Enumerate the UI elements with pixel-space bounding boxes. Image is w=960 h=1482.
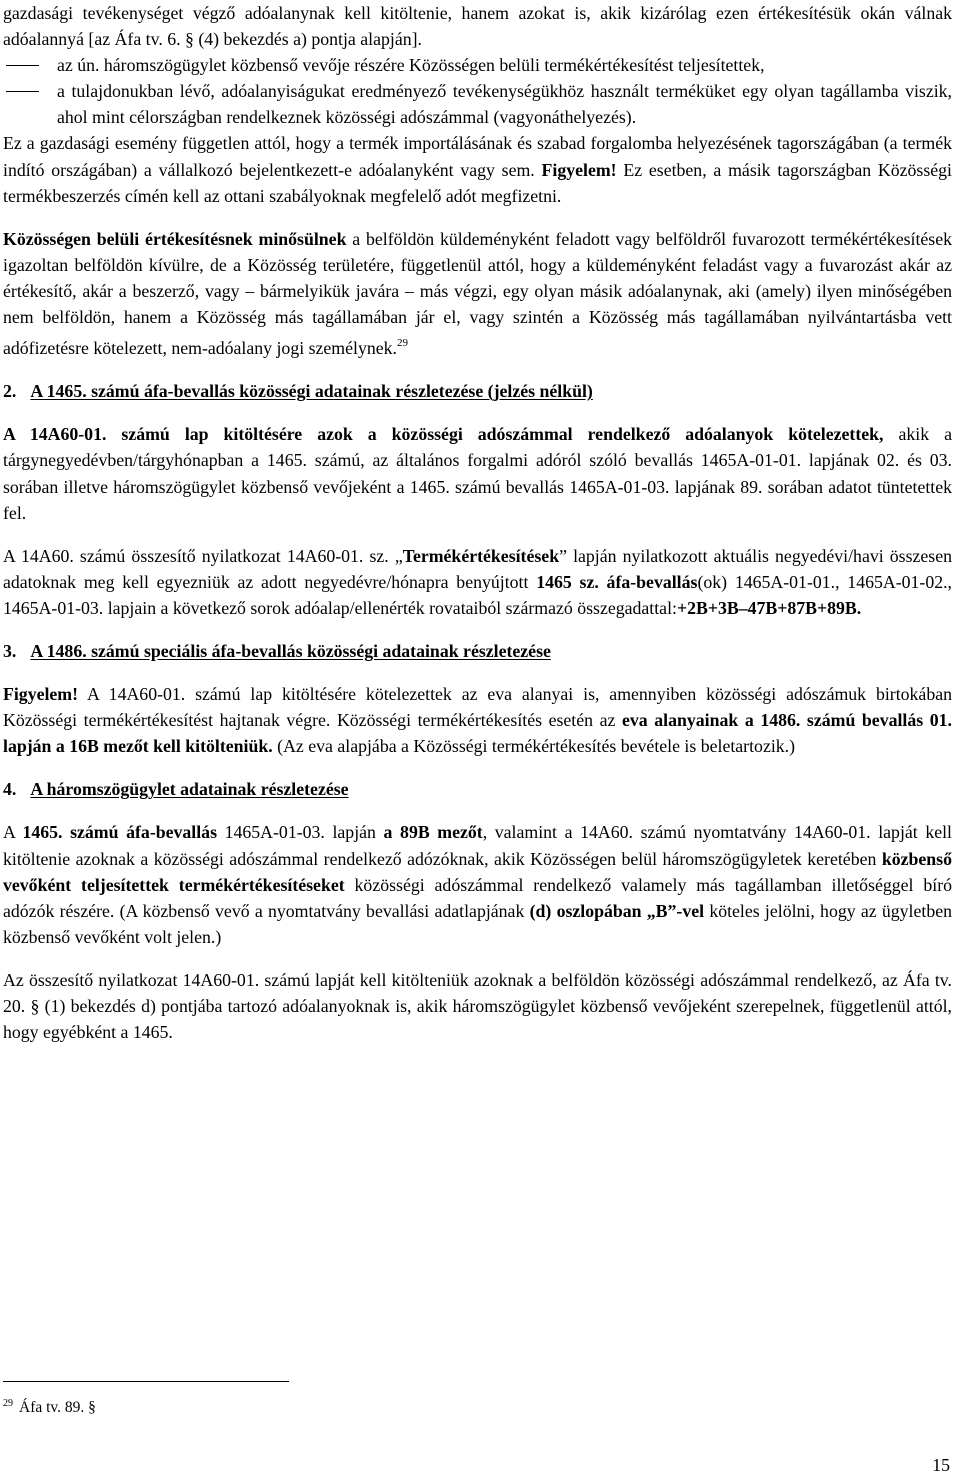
spacer [3,621,952,638]
dash-item-continuation [3,130,952,208]
spacer [3,802,952,819]
text: akik a tárgynegyedévben/tárgyhónapban a 1465. számú, az általános forgalmi adóról szóló bevallás 1465A-01-01. lapjának 02. és 03. sorában illetve háromszögügylet közbenső vevőjeként a 1465. számú bevallás 1465A-01-03. lapjának 89. sorában adatot tüntetettek fel. [3,424,952,523]
page-number: 15 [932,1455,950,1475]
text: Ez a gazdasági esemény független attól, hogy a termék importálásának és szabad forgalomba helyezésének tagországában (a termék indító országában) a vállalkozó bejelentkezett-e adóalanyként vagy sem. [3,133,952,180]
section-2-heading [3,378,952,404]
bold-text: közbenső vevőként teljesítettek termékértékesítéseket [3,848,952,895]
spacer [3,950,952,967]
text: Ez esetben, a másik tagországban Közösségi termékbeszerzés címén kell az ottani szabályoknak megfelelő adót megfizetni. [3,159,952,206]
section-2-paragraph-1 [3,421,952,525]
section-4-heading [3,776,952,802]
bold-text: Figyelem! [3,684,79,705]
footnote-ref: 29 [396,337,408,350]
text: , valamint a 14A60. számú nyomtatvány 14A60-01. lapját kell kitöltenie azoknak a közösségi adószámmal rendelkező adózóknak, akik Közösségen belül háromszögügyletek keretében [3,822,952,869]
section-3-paragraph [3,681,952,759]
dash-item-text: a tulajdonukban lévő, adóalanyiságukat eredményező tevékenységükhöz használt terméküket egy olyan tagállamba viszik, ahol mint célországban rendelkeznek közösségi adószámmal (vagyonáthelyezés). [57,81,952,128]
section-number: 4. [3,779,17,800]
text: (ok) 1465A-01-01., 1465A-01-02., 1465A-01-03. lapjain a következő sorok adóalap/ellenérték rovataiból származó összegadattal: [3,571,953,618]
text: A [3,822,23,843]
footnote [3,1394,96,1418]
para-text: a belföldön küldeményként feladott vagy belföldről fuvarozott termékértékesítések igazoltan belföldön kívülre, de a Közösség területére, függetlenül attól, hogy a küldeményként feladást vagy a fuvarozást akár az értékesítő, akár a beszerző, vagy – bármelyikük javára – más végzi, egy olyan másik adóalanynak, aki (amely) ilyen minőségében nem belföldön, hanem a Közösség más tagállamában jár el, vagy szintén a Közösség más tagállamában nyilvántartásba vett adófizetésre kötelezett, nem-adóalany jogi személynek. [3,228,952,359]
spacer [3,209,952,226]
bold-text: +2B+3B–47B+87B+89B. [676,597,862,618]
text: A 14A60-01. számú lap kitöltésére kötelezettek az eva alanyai is, amennyiben közösségi adószámuk birtokában Közösségi termékértékesítést hajtanak végre. Közösségi termékértékesítés esetén az [3,684,952,731]
bold-text: Termékértékesítések [402,545,560,566]
section-4-paragraph-2: Az összesítő nyilatkozat 14A60-01. számú lapját kell kitölteniük azoknak a belföldön közösségi adószámmal rendelkező, az Áfa tv. 20. § (1) bekezdés d) pontjába tartozó adóalanyoknak is, akik háromszögügylet közbenső vevőjeként szerepelnek, függetlenül attól, hogy egyébként a 1465. [3,969,952,1043]
para-community-sales [3,226,952,361]
section-2-paragraph-2 [3,543,952,621]
spacer [3,361,952,378]
text: A 14A60. számú összesítő nyilatkozat 14A60-01. sz. „ [3,545,403,566]
section-number: 3. [3,640,17,661]
bold-text: eva alanyainak a 1486. számú bevallás 01. lapján a 16B mezőt kell kitölteniük. [3,710,952,757]
term-bold: Közösségen belüli értékesítésnek minősülnek [3,228,347,249]
intro-paragraph: gazdasági tevékenységet végző adóalanynak kell kitöltenie, hanem azokat is, akik kizárólag ezen értékesítésük okán válnak adóalannyá [az Áfa tv. 6. § (4) bekezdés a) pontja alapján]. [3,3,952,50]
spacer [3,526,952,543]
bold-text: 1465. számú áfa-bevallás [22,822,217,843]
text: köteles jelölni, hogy az ügyletben közbenső vevőként volt jelen.) [3,900,952,947]
dash-list-item [3,78,952,130]
text: közösségi adószámmal rendelkező valamely más tagállamban illetőséggel bíró adózók részére. (A közbenső vevő a nyomtatvány bevallási adatlapjának [3,874,953,921]
footnote-divider [3,1381,289,1382]
text: 1465A-01-03. lapján [217,822,384,843]
section-title: A háromszögügylet adatainak részletezése [30,779,349,800]
text: ” lapján nyilatkozott aktuális negyedévi/havi összesen adatoknak meg kell egyezniük az adott negyedévre/hónapra benyújtott [3,545,952,592]
spacer [3,759,952,776]
bold-text: (d) oszlopában „B”-vel [529,900,705,921]
spacer [3,404,952,421]
footnote-text: Áfa tv. 89. § [19,1399,96,1416]
bold-text: Figyelem! [541,159,617,180]
dash-list-item [3,52,952,78]
dash-item-text: az ún. háromszögügylet közbenső vevője részére Közösségen belüli termékértékesítést teljesítettek, [57,55,765,76]
footnote-number: 29 [3,1398,13,1409]
section-4-paragraph-1 [3,819,952,949]
section-title: A 1486. számú speciális áfa-bevallás közösségi adatainak részletezése [30,640,551,661]
bold-text: A 14A60-01. számú lap kitöltésére azok a közösségi adószámmal rendelkező adóalanyok kötelezettek, [3,424,884,445]
bold-text: 1465 sz. áfa-bevallás [536,571,698,592]
spacer [3,664,952,681]
section-number: 2. [3,381,17,402]
bold-text: a 89B mezőt [383,822,483,843]
section-title: A 1465. számú áfa-bevallás közösségi adatainak részletezése (jelzés nélkül) [30,381,593,402]
text: (Az eva alapjába a Közösségi termékértékesítés bevétele is beletartozik.) [272,736,796,757]
section-3-heading [3,638,952,664]
